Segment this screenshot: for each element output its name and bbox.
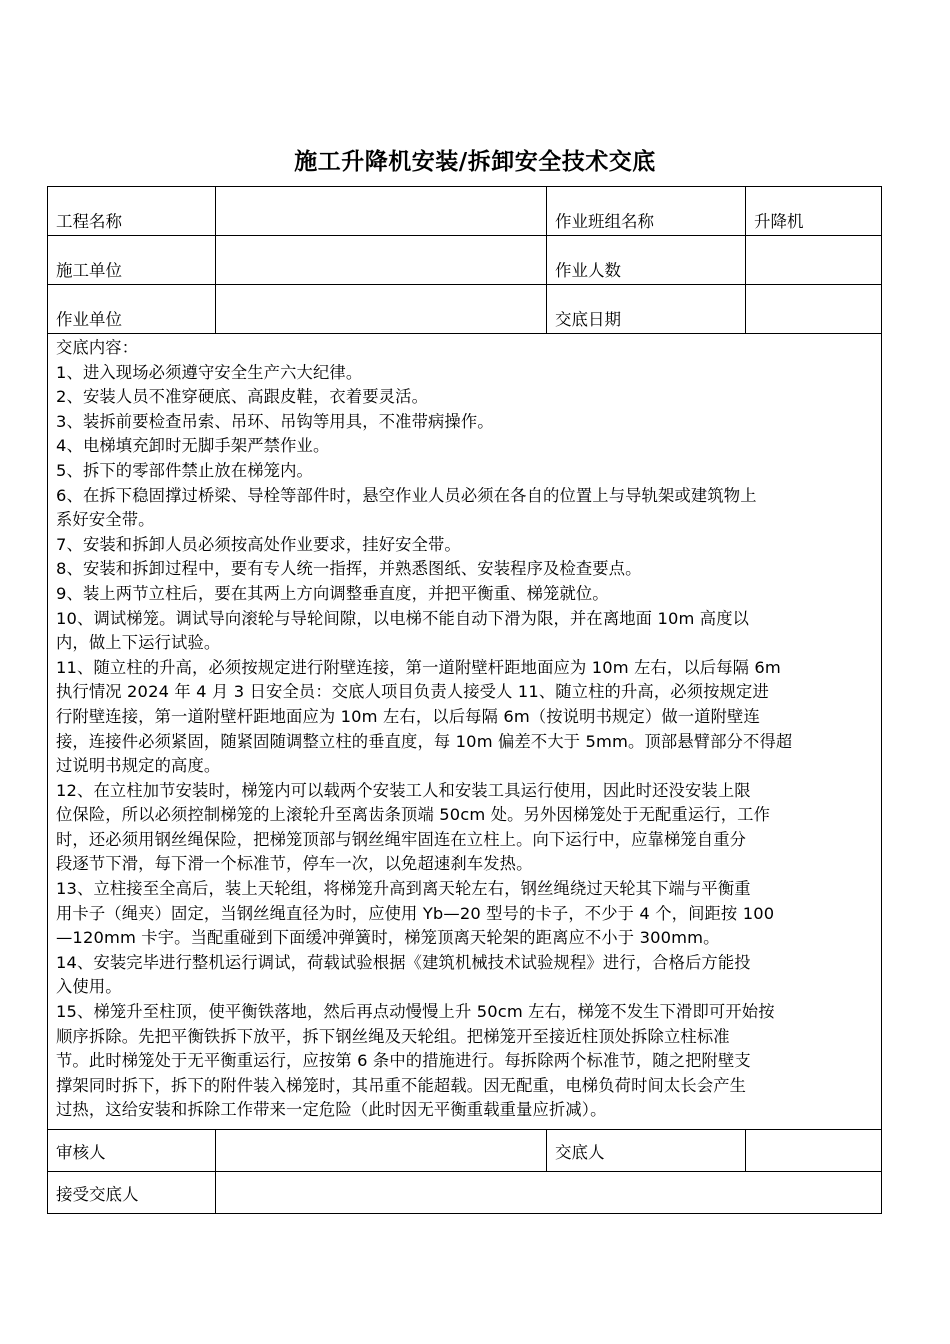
content-line: 入使用。 [56, 977, 122, 997]
content-line: 系好安全带。 [56, 510, 155, 530]
content-line: 6、在拆下稳固撑过桥梁、导栓等部件时，悬空作业人员必须在各自的位置上与导轨架或建筑物上 [56, 485, 757, 505]
content-line: 4、电梯填充卸时无脚手架严禁作业。 [56, 436, 330, 456]
discloser-label: 交底人 [547, 1130, 746, 1172]
reviewer-field[interactable] [216, 1130, 547, 1172]
content-line: —120mm 卡宇。当配重碰到下面缓冲弹簧时，梯笼顶离天轮架的距离应不小于 300mm。 [56, 928, 720, 948]
content-line: 顺序拆除。先把平衡铁拆下放平，拆下钢丝绳及天轮组。把梯笼开至接近柱顶处拆除立柱标准 [56, 1026, 730, 1046]
row-work-unit [48, 285, 882, 334]
content-line: 14、安装完毕进行整机运行调试，荷载试验根据《建筑机械技术试验规程》进行，合格后方能投 [56, 952, 751, 972]
content-line: 3、装拆前要检查吊索、吊环、吊钩等用具，不准带病操作。 [56, 411, 494, 431]
content-line: 1、进入现场必须遵守安全生产六大纪律。 [56, 362, 363, 382]
content-line: 9、装上两节立柱后，要在其两上方向调整垂直度，并把平衡重、梯笼就位。 [56, 583, 609, 603]
content-line: 过热，这给安装和拆除工作带来一定危险（此时因无平衡重载重量应折减）。 [56, 1100, 607, 1120]
content-line: 撑架同时拆下，拆下的附件装入梯笼时，其吊重不能超载。因无配重，电梯负荷时间太长会产生 [56, 1075, 747, 1095]
reviewer-label: 审核人 [48, 1130, 216, 1172]
content-line: 用卡子（绳夹）固定，当钢丝绳直径为时，应使用 Yb—20 型号的卡子，不少于 4 个，间距按 100 [56, 903, 775, 923]
content-line: 5、拆下的零部件禁止放在梯笼内。 [56, 460, 313, 480]
row-content [48, 334, 882, 1130]
disclosure-form-table [47, 186, 882, 1214]
content-line: 7、安装和拆卸人员必须按高处作业要求，挂好安全带。 [56, 534, 461, 554]
content-line: 内，做上下运行试验。 [56, 633, 221, 653]
disclosure-date-label: 交底日期 [547, 285, 746, 334]
content-line: 节。此时梯笼处于无平衡重运行，应按第 6 条中的措施进行。每拆除两个标准节，随之把附壁支 [56, 1051, 751, 1071]
team-name-field[interactable]: 升降机 [746, 187, 882, 236]
receiver-field[interactable] [216, 1172, 882, 1214]
content-line: 时，还必须用钢丝绳保险，把梯笼顶部与钢丝绳牢固连在立柱上。向下运行中，应靠梯笼自重分 [56, 829, 747, 849]
content-line: 11、随立柱的升高，必须按规定进行附壁连接，第一道附壁杆距地面应为 10m 左右，以后每隔 6m [56, 657, 781, 677]
content-line: 执行情况 2024 年 4 月 3 日安全员：交底人项目负责人接受人 11、随立柱的升高，必须按规定进 [56, 682, 769, 702]
row-signatures [48, 1130, 882, 1172]
content-line: 位保险，所以必须控制梯笼的上滚轮升至离齿条顶端 50cm 处。另外因梯笼处于无配重运行，工作 [56, 805, 771, 825]
disclosure-content [48, 334, 882, 1130]
discloser-field[interactable] [746, 1130, 882, 1172]
worker-count-field[interactable] [746, 236, 882, 285]
row-construction-unit [48, 236, 882, 285]
work-unit-field[interactable] [216, 285, 547, 334]
content-line: 行附壁连接，第一道附壁杆距地面应为 10m 左右，以后每隔 6m（按说明书规定）做一道附壁连 [56, 706, 760, 726]
content-line: 10、调试梯笼。调试导向滚轮与导轮间隙，以电梯不能自动下滑为限，并在离地面 10m 高度以 [56, 608, 750, 628]
content-line: 12、在立柱加节安装时，梯笼内可以载两个安装工人和安装工具运行使用，因此时还没安装上限 [56, 780, 751, 800]
content-line: 13、立柱接至全高后，装上天轮组，将梯笼升高到离天轮左右，钢丝绳绕过天轮其下端与平衡重 [56, 879, 751, 899]
content-line: 段逐节下滑，每下滑一个标准节，停车一次，以免超速刹车发热。 [56, 854, 533, 874]
project-name-field[interactable] [216, 187, 547, 236]
project-name-label: 工程名称 [48, 187, 216, 236]
content-heading: 交底内容： [56, 338, 139, 357]
team-name-label: 作业班组名称 [547, 187, 746, 236]
content-line: 接，连接件必须紧固，随紧固随调整立柱的垂直度，每 10m 偏差不大于 5mm。顶部悬臂部分不得超 [56, 731, 793, 751]
worker-count-label: 作业人数 [547, 236, 746, 285]
construction-unit-field[interactable] [216, 236, 547, 285]
content-line: 15、梯笼升至柱顶，使平衡铁落地，然后再点动慢慢上升 50cm 左右，梯笼不发生下滑即可开始按 [56, 1002, 775, 1022]
content-line: 2、安装人员不准穿硬底、高跟皮鞋，衣着要灵活。 [56, 387, 428, 407]
content-line: 8、安装和拆卸过程中，要有专人统一指挥，并熟悉图纸、安装程序及检查要点。 [56, 559, 642, 579]
content-line: 过说明书规定的高度。 [56, 756, 221, 776]
disclosure-date-field[interactable] [746, 285, 882, 334]
row-receiver [48, 1172, 882, 1214]
construction-unit-label: 施工单位 [48, 236, 216, 285]
row-project [48, 187, 882, 236]
receiver-label: 接受交底人 [48, 1172, 216, 1214]
work-unit-label: 作业单位 [48, 285, 216, 334]
content-lines [56, 361, 875, 1123]
document-title: 施工升降机安装/拆卸安全技术交底 [294, 148, 656, 175]
